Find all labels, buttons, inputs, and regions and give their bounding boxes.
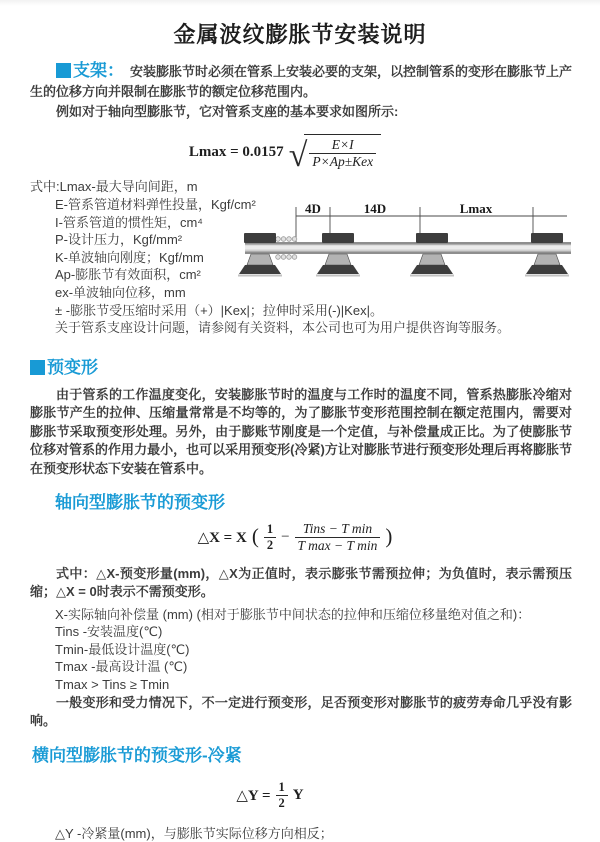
- support-intro-text: 安装膨胀节时必须在管系上安装必要的支架，以控制管系的变形在膨胀节上产生的位移方向并限制在膨胀节的额定位移范围内。: [30, 64, 573, 99]
- lmax-denominator: P×Ap±Kex: [312, 154, 374, 170]
- definition-line: P-设计压力，Kgf/mm²: [55, 232, 183, 248]
- support-heading-text: 支架：: [73, 61, 124, 80]
- axial-definitions-block: [30, 606, 600, 694]
- definition-line: ex-单波轴向位移，mm: [55, 284, 186, 300]
- temperature-fraction: [295, 521, 381, 554]
- delta-x-formula: [0, 521, 590, 554]
- sqrt-radical: [288, 134, 381, 174]
- lateral-section-heading: 横向型膨胀节的预变形-冷紧: [32, 745, 242, 765]
- section-square-icon: [30, 360, 45, 375]
- minus-operator: −: [281, 529, 290, 546]
- definition-line: K-单波轴向刚度；Kgf/mm: [55, 249, 204, 265]
- open-paren: (: [251, 524, 259, 549]
- lmax-formula-lhs: Lmax = 0.0157: [188, 143, 284, 160]
- support-intro-paragraph: [30, 61, 572, 102]
- pipe: [245, 242, 571, 254]
- definition-line: X-实际轴向补偿量 (mm) (相对于膨胀节中间状态的拉伸和压缩位移量绝对值之和)：: [55, 606, 531, 622]
- pipe-support: [238, 233, 282, 277]
- support-example-text: 例如对于轴向型膨胀节，它对管系支座的基本要求如图所示:: [56, 104, 399, 119]
- dim-label-14d: 14D: [363, 201, 387, 217]
- page-title: 金属波纹膨胀节安装说明: [173, 22, 427, 47]
- pipe-support: [316, 233, 360, 277]
- dim-label-4d: 4D: [305, 201, 321, 217]
- section-square-icon: [56, 63, 71, 78]
- definition-line: ± -膨胀节受压缩时采用（+）|Kex|；拉伸时采用(-)|Kex|。: [55, 302, 383, 318]
- temp-fraction-denominator: T max − T min: [297, 538, 378, 554]
- definition-line: Ap-膨胀节有效面积，cm²: [55, 267, 201, 283]
- delta-y-lhs: △Y =: [236, 787, 271, 804]
- radical-sign: √: [288, 136, 308, 174]
- preform-heading-text: 预变形: [47, 357, 98, 377]
- support-spacing-diagram: [245, 202, 577, 282]
- support-section-heading: [56, 61, 124, 80]
- lateral-note-text: △Y -冷紧量(mm)，与膨胀节实际位移方向相反；: [55, 825, 333, 841]
- close-paren: ): [385, 524, 393, 549]
- delta-y-rhs: Y: [292, 786, 304, 803]
- definition-line: Tmax > Tins ≥ Tmin: [55, 676, 170, 692]
- lateral-note-block: [30, 825, 600, 842]
- pipe-support: [410, 233, 454, 277]
- pipe-support: [525, 233, 569, 277]
- scan-edge: [0, 0, 600, 6]
- definition-line: 式中:Lmax-最大导向间距，m: [30, 179, 198, 195]
- temp-fraction-numerator: Tins − T min: [295, 521, 381, 538]
- axial-note-text: 式中：△X-预变形量(mm)，△X为正值时，表示膨张节需预拉伸；为负值时，表示需预压缩；△X = 0时表示不需预变形。: [30, 565, 572, 600]
- axial-summary-text: 一般变形和受力情况下，不一定进行预变形，足否预变形对膨胀节的疲劳寿命几乎没有影响。: [30, 694, 572, 729]
- definitions-block: [30, 178, 600, 336]
- definition-line: E-管系管道材料弹性投量，Kgf/cm²: [55, 196, 256, 212]
- half-fraction: $\frac{1}{2}$: [264, 522, 276, 553]
- lmax-formula: [0, 134, 570, 174]
- half-fraction: $\frac{1}{2}$: [276, 780, 288, 811]
- preform-section-heading: [30, 353, 600, 378]
- definition-line: I-管系管道的惯性矩，cm⁴: [55, 214, 203, 230]
- lmax-fraction: [309, 137, 376, 170]
- definition-line: Tmin-最低设计温度(℃): [55, 641, 190, 657]
- axial-section-heading: 轴向型膨胀节的预变形: [55, 493, 225, 513]
- definition-line: Tmax -最高设计温 (℃): [55, 659, 188, 675]
- delta-x-lhs: △X = X: [197, 530, 247, 547]
- definition-line: Tins -安装温度(℃): [55, 624, 163, 640]
- definition-line: 关于管系支座设计问题，请参阅有关资料，本公司也可为用户提供咨询等服务。: [55, 320, 511, 336]
- preform-body-text: 由于管系的工作温度变化，安装膨胀节时的温度与工作时的温度不同，管系热膨胀冷缩对膨胀节产生的拉伸、压缩量常常是不均等的，为了膨胀节变形范围控制在额定范围内，需要对膨胀节采取预变形处理。另外，由于膨账节刚度是一个定值，与补偿量成正比。为了使膨胀节位移对管系的作用力最小，也可以采用预变形(冷紧)方让对膨胀节进行预变形处理后再将膨胀节在预变形状态下安装在管系中。: [30, 386, 572, 476]
- delta-y-formula: [0, 780, 540, 811]
- lmax-numerator: E×I: [309, 137, 376, 154]
- dim-label-lmax: Lmax: [459, 201, 493, 217]
